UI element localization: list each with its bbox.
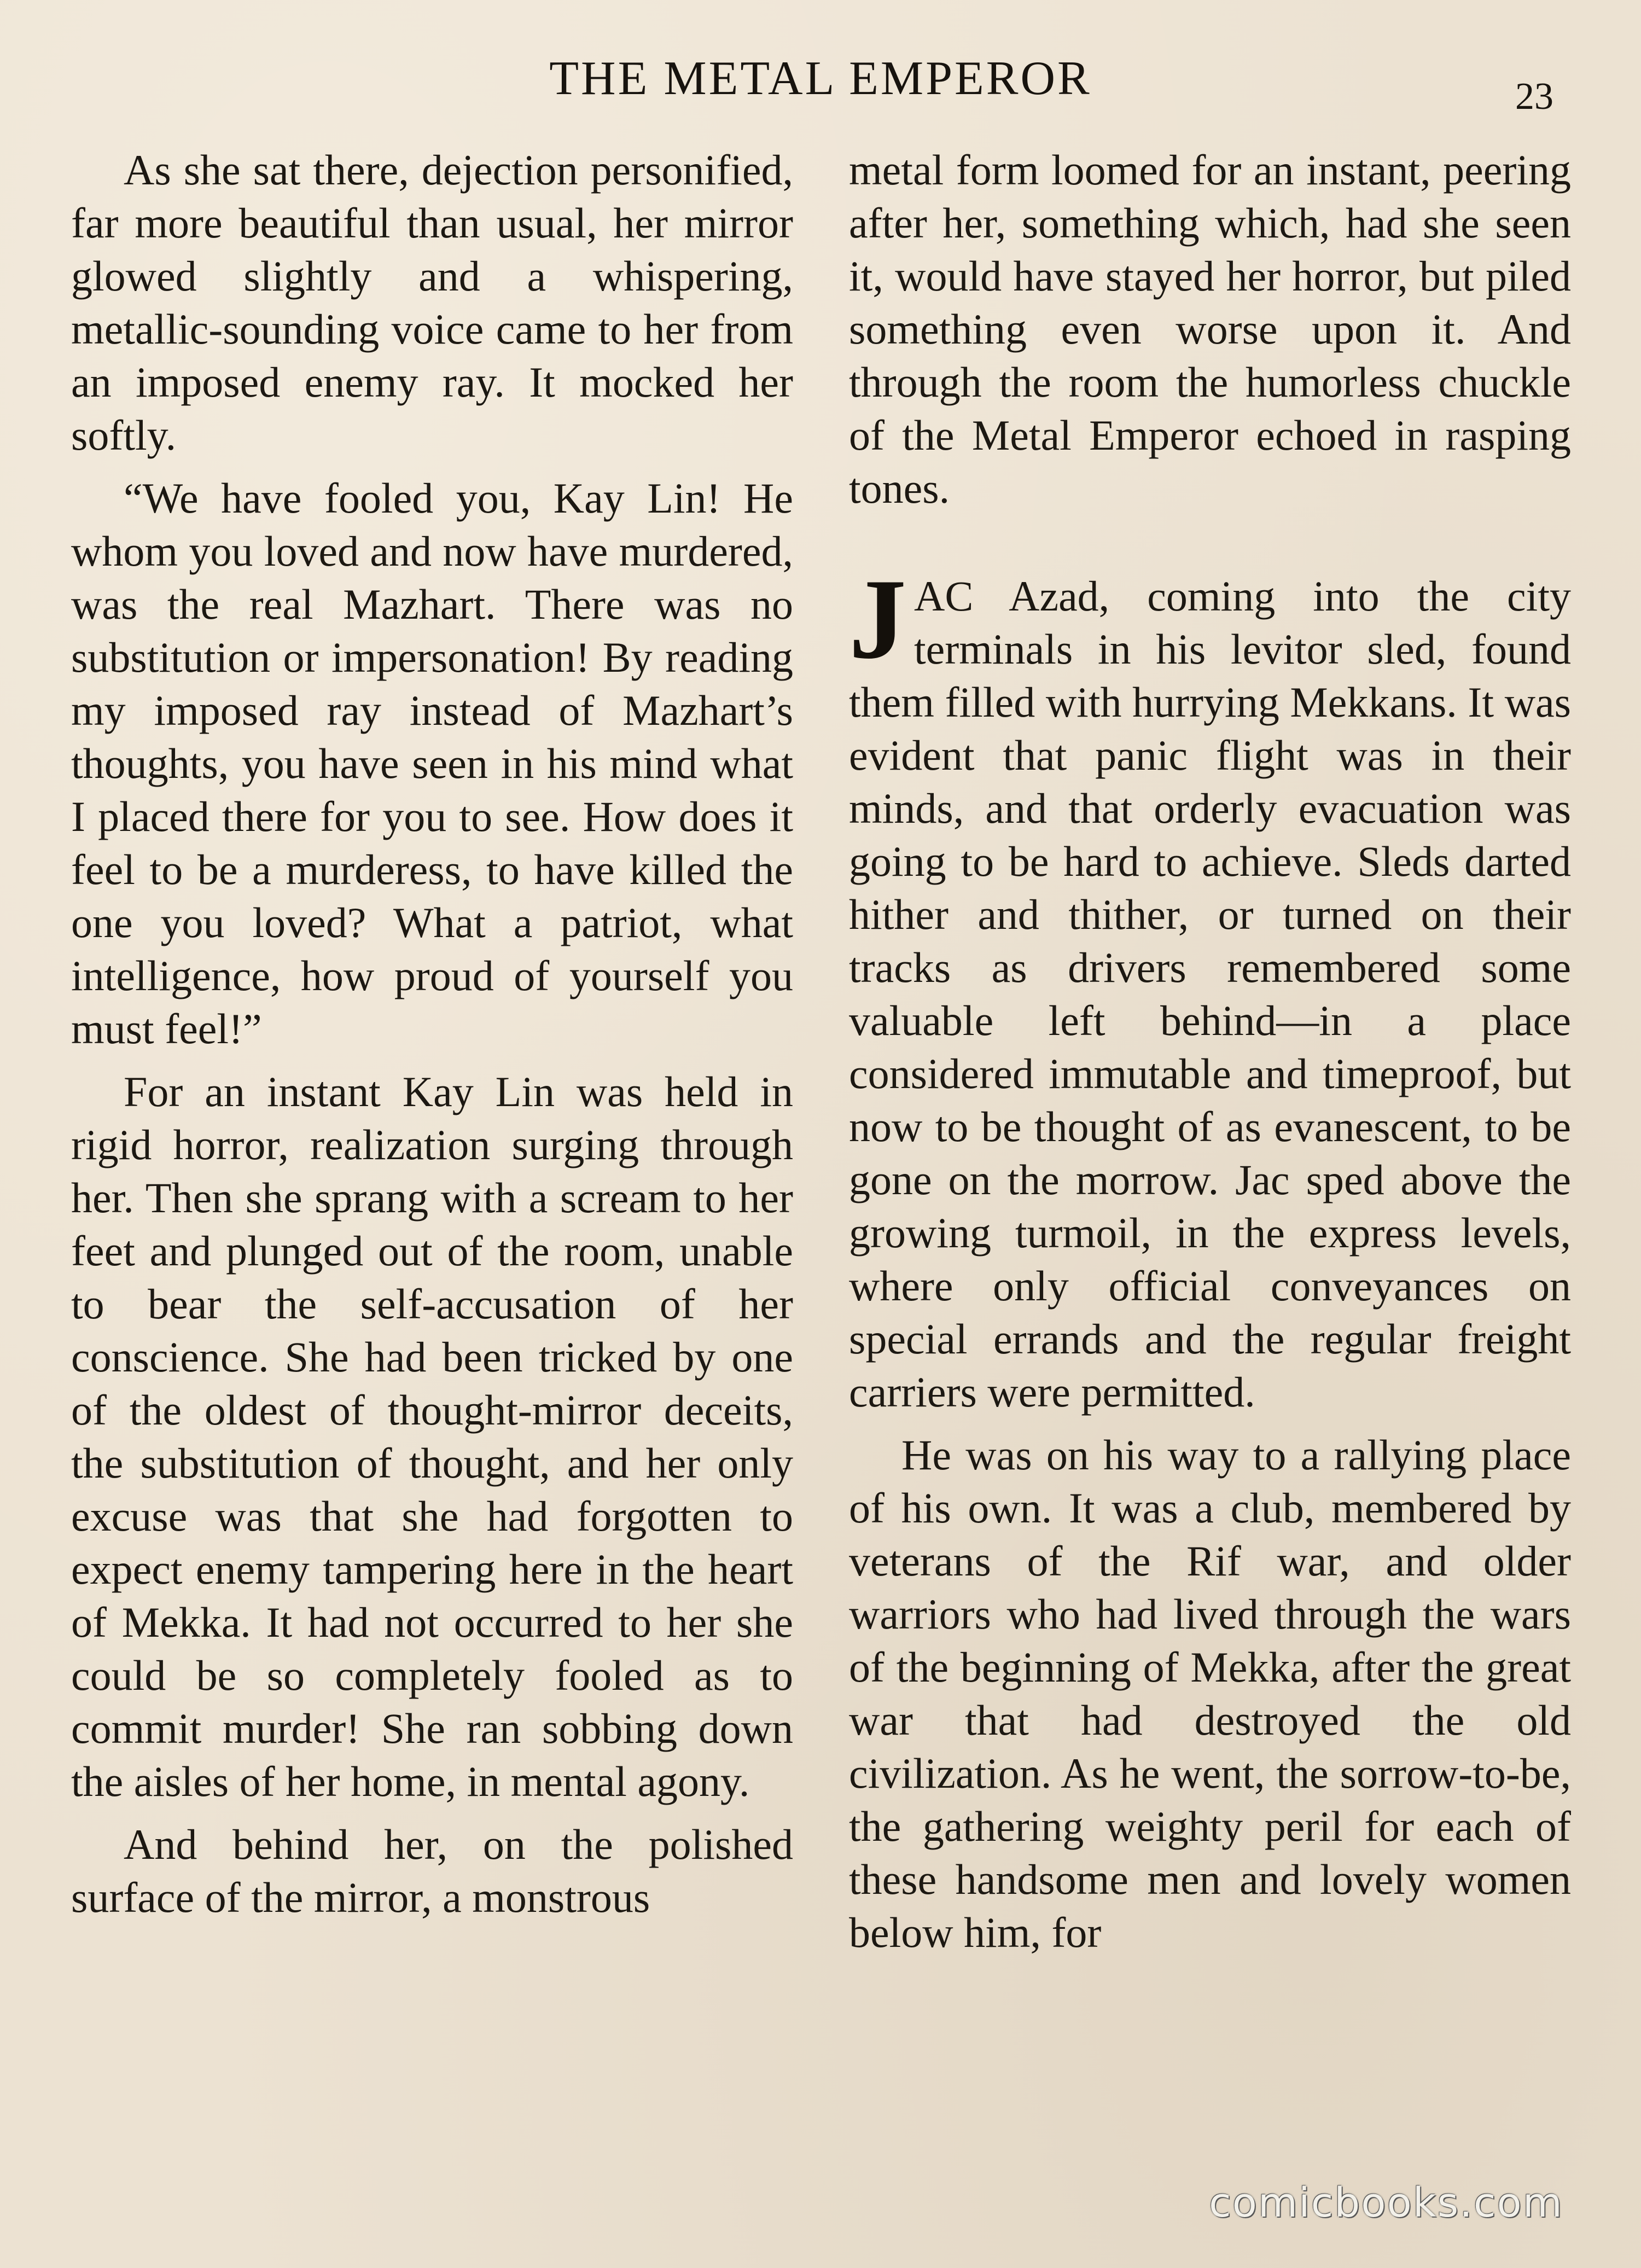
paragraph: “We have fooled you, Kay Lin! He whom you loved and now have murdered, was the real Mazhart. There was no substitution or impersonation! By reading my imposed ray instead of Mazhart’s thoughts, you have seen in his mind what I placed there for you to see. How does it feel to be a murderess, to have killed the one you loved? What a patriot, what intelligence, how proud of yourself you must feel!”: [71, 474, 793, 1052]
left-column: [71, 143, 793, 1934]
right-column: [849, 143, 1571, 1969]
section-opening-text: AC Azad, coming into the city terminals in his levitor sled, found them filled with hurrying Mekkans. It was evident that panic flight was in their minds, and that orderly evacuation was going to be hard to achieve. Sleds darted hither and thither, or turned on their tracks as drivers remembered some valuable left behind—in a place considered immutable and timeproof, but now to be thought of as evanescent, to be gone on the morrow. Jac sped above the growing turmoil, in the express levels, where only official conveyances on special errands and the regular freight carriers were permitted.: [849, 572, 1571, 1416]
running-title: THE METAL EMPEROR: [549, 52, 1092, 105]
watermark-text: comicbooks.com: [1209, 2179, 1563, 2226]
paragraph-continuation: metal form loomed for an instant, peering after her, something which, had she seen it, would have stayed her horror, but piled something even worse upon it. And through the room the humorless chuckle of the Metal Emperor echoed in rasping tones.: [849, 146, 1571, 512]
paragraph: For an instant Kay Lin was held in rigid horror, realization surging through her. Then she sprang with a scream to her feet and plunged out of the room, unable to bear the self-accusation of her conscience. She had been tricked by one of the oldest of thought-mirror deceits, the substitution of thought, and her only excuse was that she had forgotten to expect enemy tampering here in the heart of Mekka. It had not occurred to her she could be so completely fooled as to commit murder! She ran sobbing down the aisles of her home, in mental agony.: [71, 1068, 793, 1805]
page-number: 23: [1515, 75, 1553, 118]
section-opening-paragraph: [849, 556, 1571, 1418]
paragraph: He was on his way to a rallying place of his own. It was a club, membered by veterans of the Rif war, and older warriors who had lived through the wars of the beginning of Mekka, after the great war that had destroyed the old civilization. As he went, the sorrow-to-be, the gathering weighty peril for each of these handsome men and lovely women below him, for: [849, 1431, 1571, 1956]
paragraph: And behind her, on the polished surface of the mirror, a monstrous: [71, 1821, 793, 1921]
drop-cap: J: [849, 556, 906, 683]
paragraph: As she sat there, dejection personified, far more beautiful than usual, her mirror glowed slightly and a whispering, metallic-sounding voice came to her from an imposed enemy ray. It mocked her softly.: [71, 146, 793, 459]
